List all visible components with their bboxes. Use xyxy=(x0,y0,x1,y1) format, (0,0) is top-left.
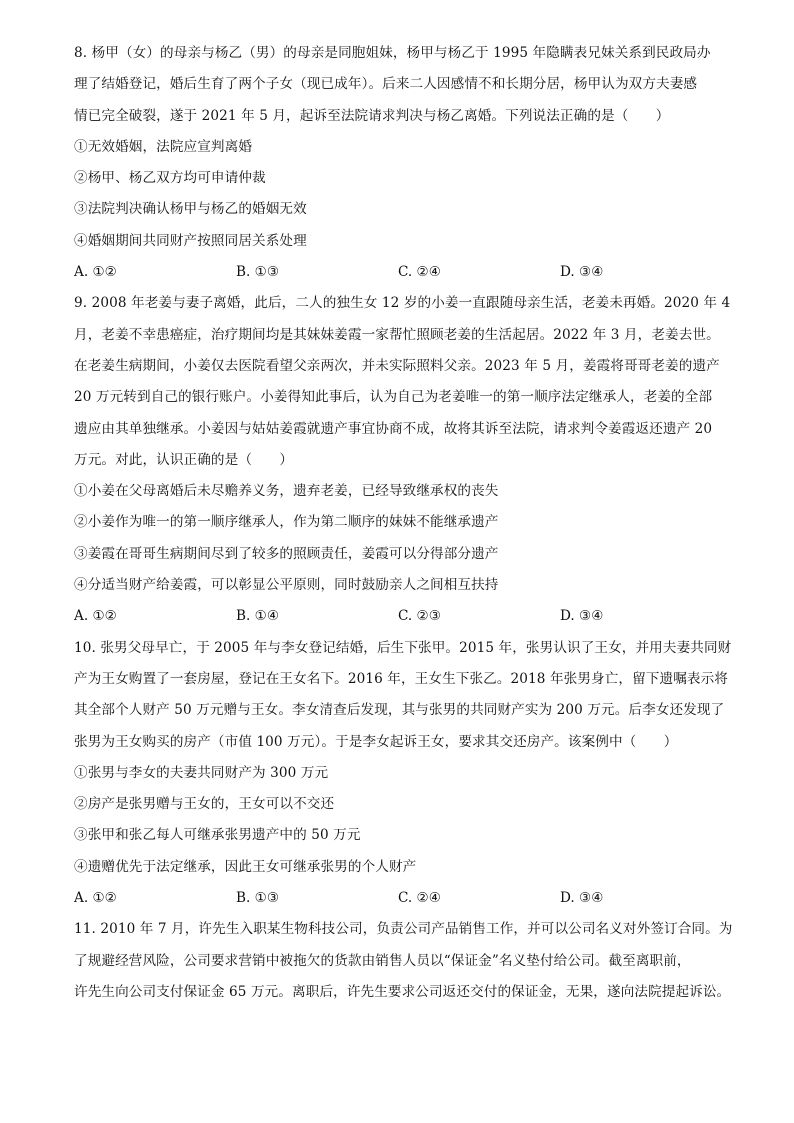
question-stem-line: 20 万元转到自己的银行账户。小姜得知此事后，认为自己为老姜唯一的第一顺序法定继承人，老姜的全部 xyxy=(74,389,713,406)
statement-item: ④分适当财产给姜霞，可以彰显公平原则，同时鼓励亲人之间相互扶持 xyxy=(74,577,499,594)
question-stem-line: 10. 张男父母早亡，于 2005 年与李女登记结婚，后生下张甲。2015 年，张男认识了王女，并用夫妻共同财 xyxy=(74,639,732,656)
question-stem-line: 产为王女购置了一套房屋，登记在王女名下。2016 年，王女生下张乙。2018 年张男身亡，留下遗嘱表示将 xyxy=(74,670,728,687)
answer-options xyxy=(74,883,724,914)
statement-item: ①小姜在父母离婚后未尽赡养义务，遗弃老姜，已经导致继承权的丧失 xyxy=(74,483,499,500)
statement-item: ④遗赠优先于法定继承，因此王女可继承张男的个人财产 xyxy=(74,858,417,875)
question-9 xyxy=(74,288,731,632)
statement-item: ③张甲和张乙每人可继承张男遗产中的 50 万元 xyxy=(74,827,361,844)
question-stem-line: 情已完全破裂，遂于 2021 年 5 月，起诉至法院请求判决与杨乙离婚。下列说法正确的是（ ） xyxy=(74,107,670,124)
question-stem-line: 11. 2010 年 7 月，许先生入职某生物科技公司，负责公司产品销售工作，并可以公司名义对外签订合同。为 xyxy=(74,921,733,938)
question-stem-line: 遗应由其单独继承。小姜因与姑姑姜霞就遗产事宜协商不成，故将其诉至法院，请求判令姜霞返还遗产 20 xyxy=(74,420,713,437)
answer-option[interactable]: A. ①② xyxy=(74,264,117,281)
statement-item: ①张男与李女的夫妻共同财产为 300 万元 xyxy=(74,764,329,781)
answer-option[interactable]: A. ①② xyxy=(74,608,117,625)
answer-option[interactable]: B. ①③ xyxy=(236,890,280,907)
statement-item: ④婚姻期间共同财产按照同居关系处理 xyxy=(74,232,307,249)
question-stem-line: 了规避经营风险，公司要求营销中被拖欠的货款由销售人员以“保证金”名义垫付给公司。截至离职前， xyxy=(74,952,691,969)
question-stem-line: 张男为王女购买的房产（市值 100 万元）。于是李女起诉王女，要求其交还房产。该案例中（ ） xyxy=(74,733,678,750)
question-stem-line: 万元。对此，认识正确的是（ ） xyxy=(74,451,294,468)
statement-item: ③法院判决确认杨甲与杨乙的婚姻无效 xyxy=(74,201,307,218)
answer-option[interactable]: D. ③④ xyxy=(560,264,604,281)
question-stem-line: 许先生向公司支付保证金 65 万元。离职后，许先生要求公司返还交付的保证金，无果，遂向法院提起诉讼。 xyxy=(74,983,731,1000)
exam-page xyxy=(74,38,733,1008)
statement-item: ②小姜作为唯一的第一顺序继承人，作为第二顺序的妹妹不能继承遗产 xyxy=(74,514,499,531)
answer-options xyxy=(74,601,724,632)
answer-option[interactable]: C. ②③ xyxy=(398,608,441,625)
answer-option[interactable]: C. ②④ xyxy=(398,890,441,907)
answer-option[interactable]: C. ②④ xyxy=(398,264,441,281)
question-11 xyxy=(74,914,733,1008)
question-stem-line: 其全部个人财产 50 万元赠与王女。李女清查后发现，其与张男的共同财产实为 200 万元。后李女还发现了 xyxy=(74,702,725,719)
answer-options xyxy=(74,257,724,288)
question-10 xyxy=(74,633,732,915)
statement-item: ①无效婚姻，法院应宣判离婚 xyxy=(74,138,253,155)
question-stem-line: 月，老姜不幸患癌症，治疗期间均是其妹妹姜霞一家帮忙照顾老姜的生活起居。2022 年 3 月，老姜去世。 xyxy=(74,326,720,343)
question-stem-line: 理了结婚登记，婚后生育了两个子女（现已成年）。后来二人因感情不和长期分居，杨甲认为双方夫妻感 xyxy=(74,76,698,93)
answer-option[interactable]: A. ①② xyxy=(74,890,117,907)
question-stem-line: 8. 杨甲（女）的母亲与杨乙（男）的母亲是同胞姐妹，杨甲与杨乙于 1995 年隐瞒表兄妹关系到民政局办 xyxy=(74,45,711,61)
question-8 xyxy=(74,38,724,288)
statement-item: ③姜霞在哥哥生病期间尽到了较多的照顾责任，姜霞可以分得部分遗产 xyxy=(74,545,499,562)
question-stem-line: 9. 2008 年老姜与妻子离婚，此后，二人的独生女 12 岁的小姜一直跟随母亲生活，老姜未再婚。2020 年 4 xyxy=(74,295,731,312)
statement-item: ②房产是张男赠与王女的，王女可以不交还 xyxy=(74,796,335,813)
answer-option[interactable]: D. ③④ xyxy=(560,890,604,907)
question-stem-line: 在老姜生病期间，小姜仅去医院看望父亲两次，并未实际照料父亲。2023 年 5 月，姜霞将哥哥老姜的遗产 xyxy=(74,357,720,374)
answer-option[interactable]: B. ①③ xyxy=(236,264,280,281)
answer-option[interactable]: D. ③④ xyxy=(560,608,604,625)
statement-item: ②杨甲、杨乙双方均可申请仲裁 xyxy=(74,170,266,187)
answer-option[interactable]: B. ①④ xyxy=(236,608,280,625)
